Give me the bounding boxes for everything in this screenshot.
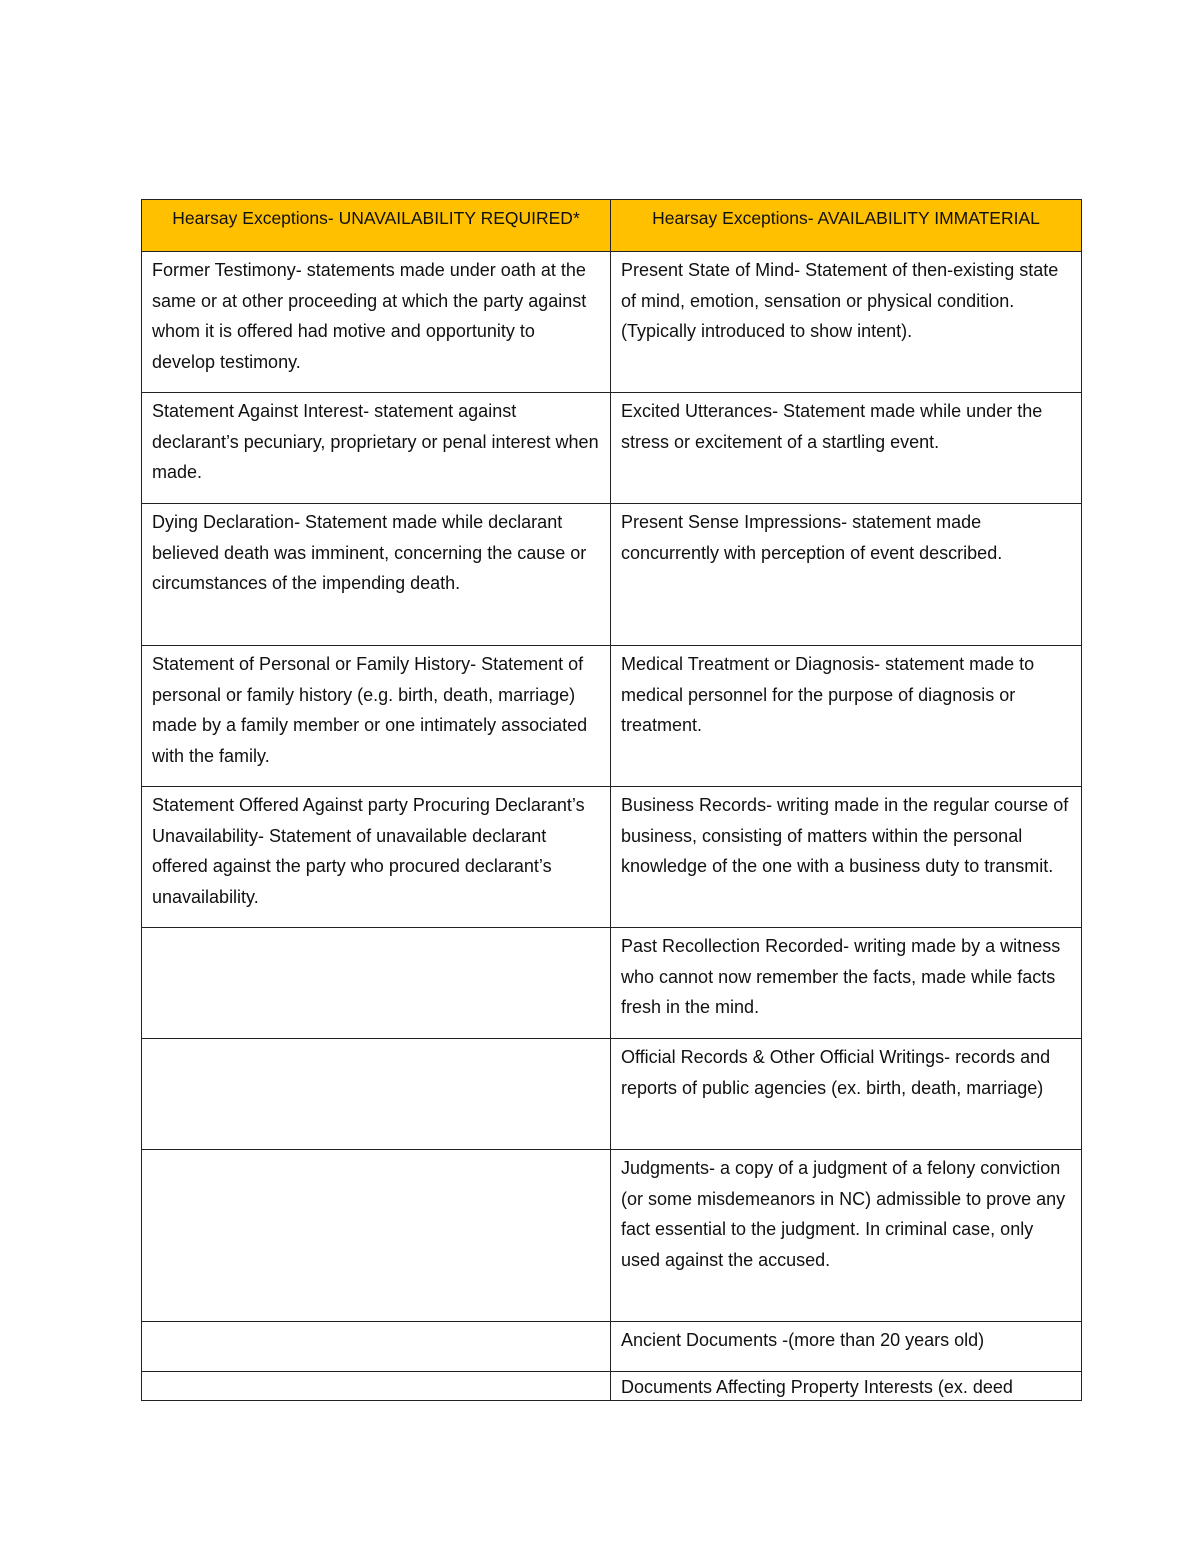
table-row <box>142 646 1082 787</box>
cell-personal-family-history: Statement of Personal or Family History- Statement of personal or family history (e.g. birth, death, marriage) made by a family member or one intimately associated with the family. <box>142 646 611 787</box>
cell-judgments: Judgments- a copy of a judgment of a felony conviction (or some misdemeanors in NC) admissible to prove any fact essential to the judgment. In criminal case, only used against the accused. <box>611 1150 1082 1322</box>
cell-business-records: Business Records- writing made in the regular course of business, consisting of matters within the personal knowledge of the one with a business duty to transmit. <box>611 787 1082 928</box>
cell-empty-left <box>142 1372 611 1401</box>
hearsay-exceptions-table <box>141 199 1082 1401</box>
header-unavailability-required: Hearsay Exceptions- UNAVAILABILITY REQUIRED* <box>142 200 611 252</box>
cell-ancient-documents: Ancient Documents -(more than 20 years old) <box>611 1322 1082 1372</box>
cell-empty-left <box>142 1039 611 1150</box>
cell-statement-against-interest: Statement Against Interest- statement against declarant’s pecuniary, proprietary or penal interest when made. <box>142 393 611 504</box>
table-row <box>142 787 1082 928</box>
cell-dying-declaration: Dying Declaration- Statement made while declarant believed death was imminent, concerning the cause or circumstances of the impending death. <box>142 504 611 646</box>
table-row <box>142 393 1082 504</box>
table-row <box>142 252 1082 393</box>
table-row <box>142 1039 1082 1150</box>
table-row <box>142 1372 1082 1401</box>
cell-property-interests: Documents Affecting Property Interests (ex. deed <box>611 1372 1082 1401</box>
table-row <box>142 504 1082 646</box>
cell-official-records: Official Records & Other Official Writings- records and reports of public agencies (ex. birth, death, marriage) <box>611 1039 1082 1150</box>
cell-empty-left <box>142 1150 611 1322</box>
table-row <box>142 928 1082 1039</box>
cell-medical-treatment: Medical Treatment or Diagnosis- statement made to medical personnel for the purpose of diagnosis or treatment. <box>611 646 1082 787</box>
table-row <box>142 1322 1082 1372</box>
cell-procuring-unavailability: Statement Offered Against party Procuring Declarant’s Unavailability- Statement of unavailable declarant offered against the party who procured declarant’s unavailability. <box>142 787 611 928</box>
table-row <box>142 1150 1082 1322</box>
cell-former-testimony: Former Testimony- statements made under oath at the same or at other proceeding at which the party against whom it is offered had motive and opportunity to develop testimony. <box>142 252 611 393</box>
table-header-row <box>142 200 1082 252</box>
cell-past-recollection-recorded: Past Recollection Recorded- writing made by a witness who cannot now remember the facts, made while facts fresh in the mind. <box>611 928 1082 1039</box>
cell-present-sense-impressions: Present Sense Impressions- statement made concurrently with perception of event described. <box>611 504 1082 646</box>
cell-present-state-of-mind: Present State of Mind- Statement of then-existing state of mind, emotion, sensation or physical condition. (Typically introduced to show intent). <box>611 252 1082 393</box>
cell-empty-left <box>142 928 611 1039</box>
cell-empty-left <box>142 1322 611 1372</box>
header-availability-immaterial: Hearsay Exceptions- AVAILABILITY IMMATERIAL <box>611 200 1082 252</box>
cell-excited-utterances: Excited Utterances- Statement made while under the stress or excitement of a startling event. <box>611 393 1082 504</box>
